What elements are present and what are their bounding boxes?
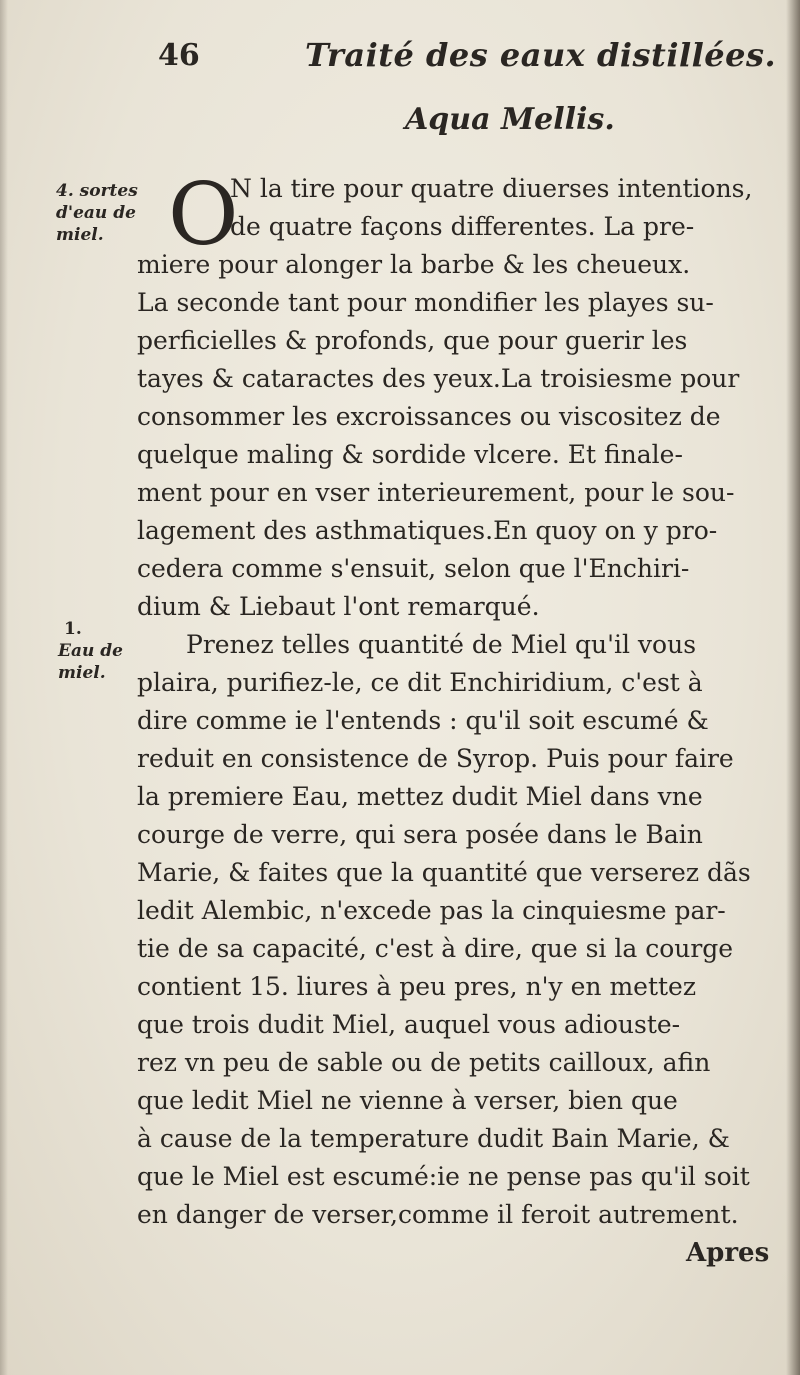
text-line: que le Miel est escumé:ie ne pense pas qu'il soit <box>137 1162 750 1191</box>
margin-note-sorts <box>56 180 138 246</box>
text-line: à cause de la temperature dudit Bain Marie, & <box>137 1124 730 1153</box>
margin-note-eau-de-miel <box>58 618 123 684</box>
text-line: rez vn peu de sable ou de petits cailloux, afin <box>137 1048 711 1077</box>
text-line: dire comme ie l'entends : qu'il soit escumé & <box>137 706 709 735</box>
text-line: lagement des asthmatiques.En quoy on y pro- <box>137 516 718 545</box>
section-title: Aqua Mellis. <box>405 102 615 137</box>
text-line: Prenez telles quantité de Miel qu'il vous <box>186 630 697 659</box>
text-line: perficielles & profonds, que pour guerir les <box>137 326 688 355</box>
margin-note-number: 1. <box>64 619 82 639</box>
page-header <box>0 30 800 78</box>
page-spine-shadow <box>786 0 800 1375</box>
text-line: tayes & cataractes des yeux.La troisiesme pour <box>137 364 740 393</box>
text-line: tie de sa capacité, c'est à dire, que si la courge <box>137 934 734 963</box>
margin-note-line: miel. <box>56 225 104 245</box>
page-number: 46 <box>158 38 200 73</box>
margin-note-line: d'eau de <box>56 203 136 223</box>
running-title: Traité des eaux distillées. <box>305 36 777 74</box>
text-line: Marie, & faites que la quantité que verserez dãs <box>137 858 751 887</box>
margin-note-line: Eau de <box>58 641 123 661</box>
text-line: reduit en consistence de Syrop. Puis pour faire <box>137 744 734 773</box>
margin-note-line: 4. sortes <box>56 181 138 201</box>
text-line: N la tire pour quatre diuerses intentions, <box>230 174 753 203</box>
text-line: quelque maling & sordide vlcere. Et finale- <box>137 440 683 469</box>
text-line: ment pour en vser interieurement, pour le sou- <box>137 478 735 507</box>
text-line: que trois dudit Miel, auquel vous adiouste- <box>137 1010 681 1039</box>
text-line: dium & Liebaut l'ont remarqué. <box>137 592 540 621</box>
text-line: contient 15. liures à peu pres, n'y en mettez <box>137 972 697 1001</box>
margin-note-line: miel. <box>58 663 106 683</box>
page-left-edge <box>0 0 8 1375</box>
catchword: Apres <box>686 1238 770 1268</box>
text-line: courge de verre, qui sera posée dans le Bain <box>137 820 703 849</box>
text-line: ledit Alembic, n'excede pas la cinquiesme par- <box>137 896 726 925</box>
drop-cap-initial: O <box>168 165 239 265</box>
text-line: consommer les excroissances ou viscositez de <box>137 402 721 431</box>
text-line: plaira, purifiez-le, ce dit Enchiridium, c'est à <box>137 668 703 697</box>
text-line: La seconde tant pour mondifier les playes su- <box>137 288 714 317</box>
text-line: de quatre façons differentes. La pre- <box>230 212 695 241</box>
text-line: miere pour alonger la barbe & les cheueux. <box>137 250 691 279</box>
text-line: que ledit Miel ne vienne à verser, bien que <box>137 1086 678 1115</box>
text-line: la premiere Eau, mettez dudit Miel dans vne <box>137 782 703 811</box>
text-line: cedera comme s'ensuit, selon que l'Enchiri- <box>137 554 690 583</box>
text-line: en danger de verser,comme il feroit autrement. <box>137 1200 739 1229</box>
